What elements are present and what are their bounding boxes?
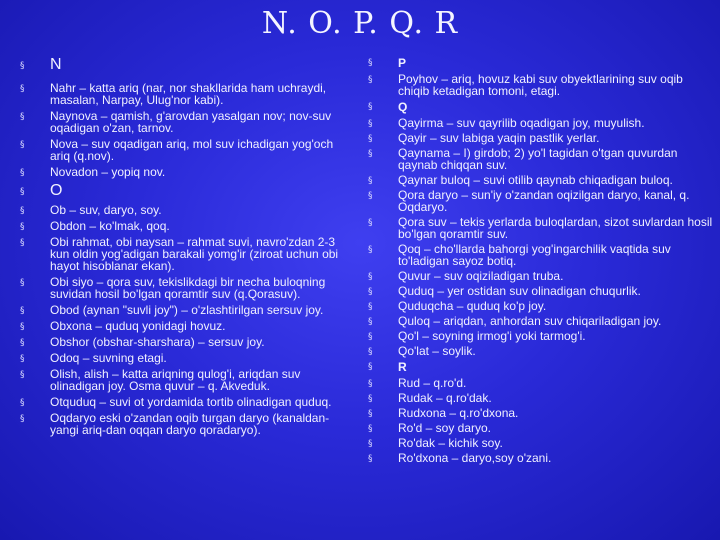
entry-text: Poyhov – ariq, hovuz kabi suv obyektlarining suv oqib chiqib ketadigan tomoni, etagi.: [398, 72, 683, 98]
list-item: [20, 166, 352, 178]
list-item: [20, 204, 352, 216]
list-item: [368, 216, 714, 240]
entry-text: Ro'dxona – daryo,soy o'zani.: [398, 451, 552, 465]
entry-text: Quvur – suv oqiziladigan truba.: [398, 269, 564, 283]
entry-text: Qayir – suv labiga yaqin pastlik yerlar.: [398, 131, 600, 145]
bullet-icon: §: [20, 238, 25, 248]
section-heading: [368, 100, 714, 114]
bullet-icon: §: [20, 354, 25, 364]
list-item: [368, 392, 714, 404]
bullet-icon: §: [20, 222, 25, 232]
bullet-icon: §: [368, 302, 373, 312]
bullet-icon: §: [368, 394, 373, 404]
bullet-icon: §: [20, 187, 25, 197]
entry-text: Ro'dak – kichik soy.: [398, 436, 503, 450]
bullet-icon: §: [368, 272, 373, 282]
list-item: [368, 189, 714, 213]
bullet-icon: §: [20, 398, 25, 408]
entry-text: Obshor (obshar-sharshara) – sersuv joy.: [50, 335, 265, 349]
bullet-icon: §: [368, 75, 373, 85]
entry-text: Rudxona – q.ro'dxona.: [398, 406, 519, 420]
bullet-icon: §: [20, 278, 25, 288]
left-column: [20, 56, 352, 440]
bullet-icon: §: [20, 61, 25, 71]
list-item: [20, 396, 352, 408]
bullet-icon: §: [368, 439, 373, 449]
list-item: [368, 270, 714, 282]
entry-text: Quloq – ariqdan, anhordan suv chiqariladigan joy.: [398, 314, 662, 328]
list-item: [20, 236, 352, 272]
list-item: [20, 82, 352, 106]
list-item: [20, 276, 352, 300]
entry-text: Rudak – q.ro'dak.: [398, 391, 492, 405]
heading-text: Q: [398, 100, 408, 114]
entry-text: Obi siyo – qora suv, tekislikdagi bir necha buloqning suvidan hosil bo'lgan qoramtir suv (q.Qorasuv).: [50, 275, 326, 301]
entry-text: Qora suv – tekis yerlarda buloqlardan, sizot suvlardan hosil bo'lgan qoramtir suv.: [398, 215, 713, 241]
bullet-icon: §: [368, 379, 373, 389]
entry-text: Nahr – katta ariq (nar, nor shakllarida ham uchraydi, masalan, Narpay, Ulug'nor kabi).: [50, 81, 327, 107]
list-item: [368, 73, 714, 97]
bullet-icon: §: [368, 332, 373, 342]
bullet-icon: §: [20, 140, 25, 150]
bullet-icon: §: [368, 287, 373, 297]
list-item: [20, 320, 352, 332]
list-item: [20, 336, 352, 348]
list-item: [20, 368, 352, 392]
entry-text: Oqdaryo eski o'zandan oqib turgan daryo (kanaldan-yangi ariq-dan oqqan daryo qoradaryo).: [50, 411, 330, 437]
section-heading: [368, 360, 714, 374]
bullet-icon: §: [20, 322, 25, 332]
bullet-icon: §: [368, 218, 373, 228]
list-item: [20, 412, 352, 436]
bullet-icon: §: [368, 409, 373, 419]
list-item: [20, 352, 352, 364]
list-item: [20, 110, 352, 134]
heading-text: O: [50, 182, 63, 199]
list-item: [368, 422, 714, 434]
list-item: [368, 174, 714, 186]
bullet-icon: §: [20, 306, 25, 316]
list-item: [368, 377, 714, 389]
bullet-icon: §: [20, 370, 25, 380]
entry-text: Obxona – quduq yonidagi hovuz.: [50, 319, 226, 333]
entry-text: Obdon – ko'lmak, qoq.: [50, 219, 170, 233]
bullet-icon: §: [20, 206, 25, 216]
right-column: [368, 56, 714, 467]
entry-text: Novadon – yopiq nov.: [50, 165, 166, 179]
list-item: [368, 300, 714, 312]
bullet-icon: §: [368, 58, 373, 68]
bullet-icon: §: [368, 119, 373, 129]
list-item: [368, 345, 714, 357]
entry-text: Odoq – suvning etagi.: [50, 351, 167, 365]
list-item: [20, 304, 352, 316]
list-item: [368, 285, 714, 297]
bullet-icon: §: [20, 338, 25, 348]
bullet-icon: §: [20, 84, 25, 94]
bullet-icon: §: [20, 112, 25, 122]
entry-text: Obod (aynan "suvli joy") – o'zlashtirilgan sersuv joy.: [50, 303, 324, 317]
entry-text: Rud – q.ro'd.: [398, 376, 467, 390]
heading-text: N: [50, 56, 62, 73]
bullet-icon: §: [368, 317, 373, 327]
bullet-icon: §: [368, 149, 373, 159]
list-item: [368, 330, 714, 342]
bullet-icon: §: [368, 347, 373, 357]
entry-text: Qayirma – suv qayrilib oqadigan joy, muyulish.: [398, 116, 645, 130]
entry-text: Qaynar buloq – suvi otilib qaynab chiqadigan buloq.: [398, 173, 673, 187]
entry-text: Ob – suv, daryo, soy.: [50, 203, 162, 217]
bullet-icon: §: [20, 414, 25, 424]
bullet-icon: §: [368, 454, 373, 464]
list-item: [368, 437, 714, 449]
entry-text: Qaynama – I) girdob; 2) yo'l tagidan o'tgan quvurdan qaynab chiqqan suv.: [398, 146, 678, 172]
entry-text: Obi rahmat, obi naysan – rahmat suvi, navro'zdan 2-3 kun oldin yog'adigan barakali yomg'ir (ziroat uchun obi hayot hisoblanar ekan).: [50, 235, 339, 273]
heading-text: P: [398, 56, 407, 70]
section-heading: [20, 182, 352, 200]
bullet-icon: §: [368, 362, 373, 372]
list-item: [368, 132, 714, 144]
entry-text: Quduq – yer ostidan suv olinadigan chuqurlik.: [398, 284, 641, 298]
bullet-icon: §: [368, 134, 373, 144]
bullet-icon: §: [368, 191, 373, 201]
entry-text: Naynova – qamish, g'arovdan yasalgan nov; nov-suv oqadigan o'zan, tarnov.: [50, 109, 332, 135]
bullet-icon: §: [368, 245, 373, 255]
entry-text: Olish, alish – katta ariqning qulog'i, ariqdan suv olinadigan joy. Osma quvur – q. Akveduk.: [50, 367, 301, 393]
list-item: [368, 243, 714, 267]
section-heading: [20, 56, 352, 74]
entry-text: Qora daryo – sun'iy o'zandan oqizilgan daryo, kanal, q. Oqdaryo.: [398, 188, 690, 214]
entry-text: Nova – suv oqadigan ariq, mol suv ichadigan yog'och ariq (q.nov).: [50, 137, 334, 163]
list-item: [368, 407, 714, 419]
section-heading: [368, 56, 714, 70]
entry-text: Qo'l – soyning irmog'i yoki tarmog'i.: [398, 329, 586, 343]
entry-text: Quduqcha – quduq ko'p joy.: [398, 299, 547, 313]
heading-text: R: [398, 360, 407, 374]
list-item: [368, 452, 714, 464]
page-title: N. O. P. Q. R: [261, 6, 459, 41]
entry-text: Otquduq – suvi ot yordamida tortib olinadigan quduq.: [50, 395, 332, 409]
list-item: [20, 138, 352, 162]
bullet-icon: §: [20, 168, 25, 178]
bullet-icon: §: [368, 102, 373, 112]
entry-text: Ro'd – soy daryo.: [398, 421, 492, 435]
bullet-icon: §: [368, 424, 373, 434]
bullet-icon: §: [368, 176, 373, 186]
list-item: [368, 315, 714, 327]
entry-text: Qo'lat – soylik.: [398, 344, 476, 358]
list-item: [368, 117, 714, 129]
entry-text: Qoq – cho'llarda bahorgi yog'ingarchilik vaqtida suv to'ladigan sayoz botiq.: [398, 242, 671, 268]
list-item: [368, 147, 714, 171]
list-item: [20, 220, 352, 232]
